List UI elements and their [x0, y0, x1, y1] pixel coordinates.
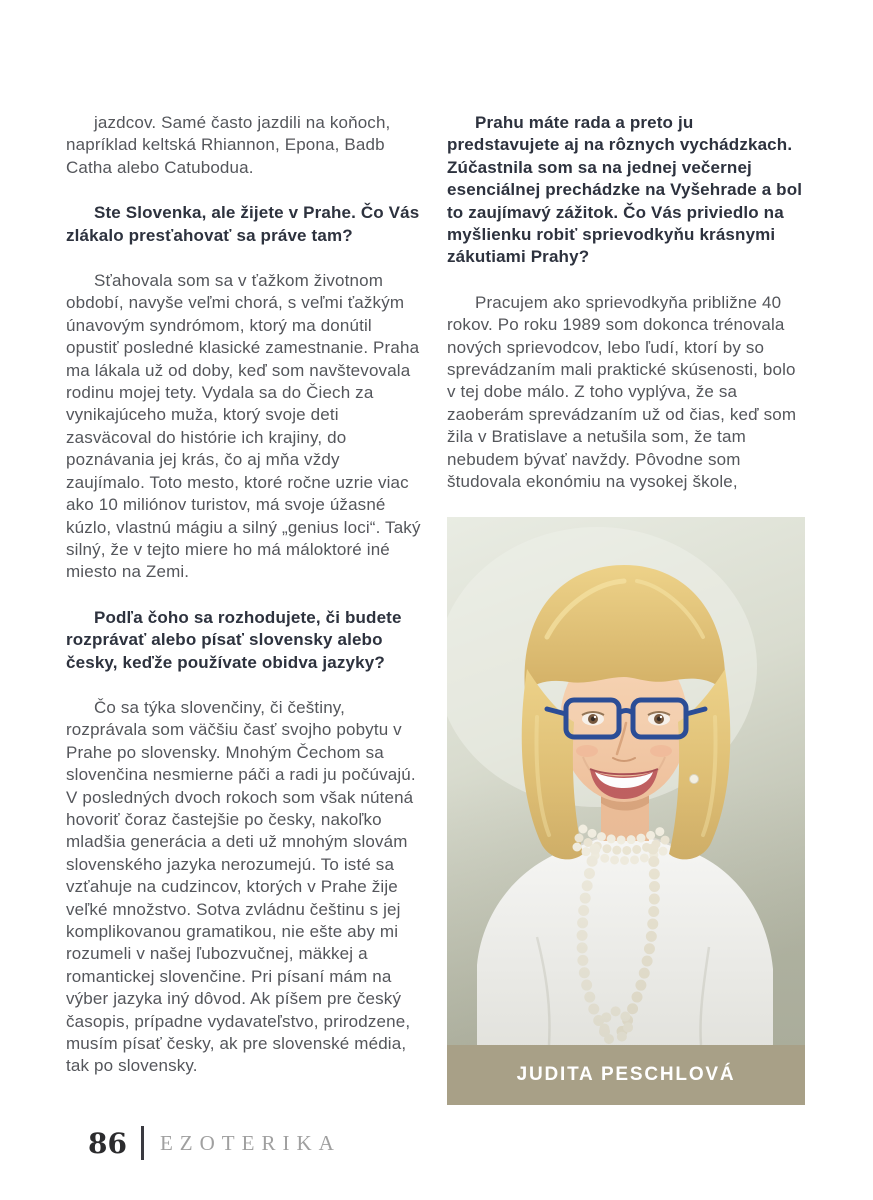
left-column	[66, 112, 422, 1101]
answer-paragraph-2: Čo sa týka slovenčiny, či češtiny, rozprávala som väčšiu časť svojho pobytu v Prahe po slovensky. Mnohým Čechom sa slovenčina nesmierne páči a radi ju počúvajú. V posledných dvoch rokoch som však nútená hovoriť čoraz častejšie po česky, nakoľko mladšia generácia a deti už mnohým slovám slovenského jazyka nerozumejú. To isté sa vzťahuje na cudzincov, ktorých v Prahe žije veľké množstvo. Sotva zvládnu češtinu s jej komplikovanou gramatikou, nie ešte aby mi rozumeli v našej ľubozvučnej, mäkkej a romantickej slovenčine. Pri písaní mám na výber jazyka iný dôvod. Ak píšem pre český časopis, prípadne vydavateľstvo, prirodzene, musím písať česky, ak pre slovenské média, tak po slovensky.	[66, 697, 416, 1076]
right-column	[447, 112, 805, 1105]
page-number: 86	[88, 1126, 127, 1160]
interview-question-3: Prahu máte rada a preto ju predstavujete aj na rôznych vychádzkach. Zúčastnila som sa na jednej večernej esenciálnej prechádzke na Vyšehrade a bol to zaujímavý zážitok. Čo Vás priviedlo na myšlienku robiť sprievodkyňu krásnymi zákutiami Prahy?	[447, 113, 803, 267]
portrait-photo	[447, 517, 805, 1045]
answer-paragraph-3: Pracujem ako sprievodkyňa približne 40 rokov. Po roku 1989 som dokonca trénovala nových sprievodcov, lebo ľudí, ktorí by so sprevádzaním mali praktické skúsenosti, bolo v tej dobe málo. Z toho vyplýva, že sa zaoberám sprevádzaním už od čias, keď som žila v Bratislave a netušila som, že tam nebudem bývať navždy. Pôvodne som študovala ekonómiu na vysokej škole,	[447, 292, 797, 492]
paragraph-continued: jazdcov. Samé často jazdili na koňoch, napríklad keltská Rhiannon, Epona, Badb Catha alebo Catubodua.	[66, 113, 391, 177]
photo-caption: JUDITA PESCHLOVÁ	[447, 1045, 805, 1105]
portrait-figure	[447, 517, 805, 1105]
interview-question-2: Podľa čoho sa rozhodujete, či budete rozprávať alebo písať slovensky alebo česky, keďže používate obidva jazyky?	[66, 607, 402, 672]
magazine-title: EZOTERIKA	[159, 1130, 341, 1155]
footer-divider	[141, 1126, 144, 1160]
page-footer	[88, 1120, 341, 1166]
interview-question-1: Ste Slovenka, ale žijete v Prahe. Čo Vás zlákalo presťahovať sa práve tam?	[66, 203, 420, 245]
answer-paragraph-1: Sťahovala som sa v ťažkom životnom období, navyše veľmi chorá, s veľmi ťažkým únavovým syndrómom, ktorý ma donútil opustiť posledné klasické zamestnanie. Praha ma lákala už od doby, keď som navštevovala rodinu mojej tety. Vydala sa do Čiech za vynikajúceho muža, ktorý svoje deti zasväcoval do histórie ich krajiny, do poznávania jej krás, čo aj mňa vždy zaujímalo. Toto mesto, ktoré ročne uzrie viac ako 10 miliónov turistov, má svoje úžasné kúzlo, vlastnú mágiu a silný „genius loci“. Taký silný, že v tejto miere ho má máloktoré iné miesto na Zemi.	[66, 271, 421, 582]
